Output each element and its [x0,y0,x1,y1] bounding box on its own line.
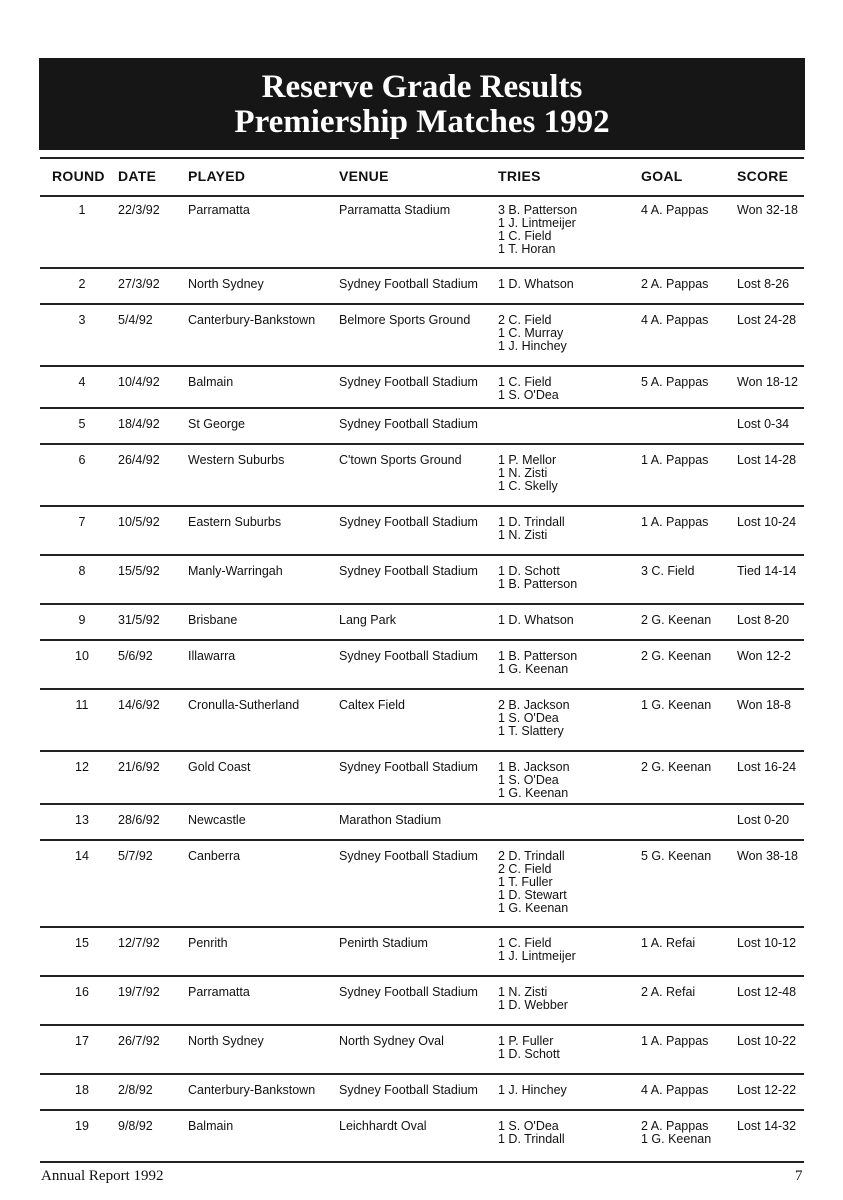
match-score: Lost 0-20 [737,813,790,827]
tries-list [498,278,574,291]
goal-kicker: 2 A. Refai [641,985,696,999]
venue: Belmore Sports Ground [339,313,471,327]
goals-list [641,650,711,663]
tries-list [498,516,565,542]
try-scorer: 1 T. Slattery [498,724,564,738]
venue: Sydney Football Stadium [339,515,478,529]
opponent: Western Suburbs [188,453,285,467]
goals-list [641,516,708,529]
venue: Sydney Football Stadium [339,417,478,431]
goal-kicker: 3 C. Field [641,564,695,578]
goals-list [641,614,711,627]
try-scorer: 1 D. Stewart [498,888,567,902]
venue: Marathon Stadium [339,813,442,827]
goals-list [641,1120,711,1146]
column-header-round: ROUND [52,168,105,184]
page-number: 7 [795,1168,803,1184]
try-scorer: 1 S. O'Dea [498,773,559,787]
match-date: 2/8/92 [118,1083,153,1097]
round-number: 2 [78,277,86,291]
round-number: 8 [78,564,86,578]
goal-kicker: 1 A. Refai [641,936,696,950]
goal-kicker: 1 A. Pappas [641,453,709,467]
match-score: Lost 24-28 [737,313,797,327]
match-date: 27/3/92 [118,277,160,291]
venue: Lang Park [339,613,396,627]
opponent: Canberra [188,849,241,863]
match-score: Won 38-18 [737,849,798,863]
table-row [40,641,804,690]
opponent: North Sydney [188,277,264,291]
match-date: 28/6/92 [118,813,160,827]
match-score: Lost 0-34 [737,417,790,431]
opponent: Manly-Warringah [188,564,283,578]
try-scorer: 3 B. Patterson [498,203,578,217]
table-row [40,977,804,1026]
opponent: Penrith [188,936,228,950]
try-scorer: 1 D. Schott [498,1047,560,1061]
match-date: 21/6/92 [118,760,160,774]
opponent: Eastern Suburbs [188,515,282,529]
try-scorer: 1 D. Trindall [498,1132,565,1146]
venue: Sydney Football Stadium [339,1083,478,1097]
opponent: Brisbane [188,613,238,627]
tries-list [498,850,568,915]
opponent: Gold Coast [188,760,251,774]
round-number: 14 [75,849,89,863]
venue: Sydney Football Stadium [339,985,478,999]
column-header-goal: GOAL [641,168,683,184]
venue: North Sydney Oval [339,1034,444,1048]
opponent: Parramatta [188,203,250,217]
try-scorer: 1 D. Schott [498,564,560,578]
tries-list [498,650,577,676]
venue: Sydney Football Stadium [339,849,478,863]
match-score: Lost 14-28 [737,453,797,467]
round-number: 18 [75,1083,89,1097]
opponent: Cronulla-Sutherland [188,698,300,712]
goals-list [641,850,711,863]
goals-list [641,761,711,774]
try-scorer: 1 T. Horan [498,242,556,256]
try-scorer: 1 P. Mellor [498,453,557,467]
tries-list [498,614,574,627]
match-score: Lost 10-24 [737,515,797,529]
try-scorer: 1 J. Lintmeijer [498,949,576,963]
goal-kicker: 2 G. Keenan [641,760,712,774]
try-scorer: 1 D. Webber [498,998,568,1012]
try-scorer: 1 G. Keenan [498,901,569,915]
try-scorer: 1 C. Field [498,229,552,243]
tries-list [498,454,558,493]
match-date: 9/8/92 [118,1119,153,1133]
goals-list [641,278,708,291]
tries-list [498,761,570,800]
match-date: 22/3/92 [118,203,160,217]
try-scorer: 1 S. O'Dea [498,1119,559,1133]
match-score: Lost 10-12 [737,936,797,950]
match-score: Won 12-2 [737,649,791,663]
column-header-date: DATE [118,168,157,184]
try-scorer: 1 B. Jackson [498,760,570,774]
round-number: 13 [75,813,89,827]
goal-kicker: 2 G. Keenan [641,649,712,663]
goals-list [641,937,695,950]
venue: Parramatta Stadium [339,203,451,217]
goal-kicker: 4 A. Pappas [641,313,709,327]
match-score: Lost 10-22 [737,1034,797,1048]
goal-kicker: 5 A. Pappas [641,375,709,389]
match-date: 31/5/92 [118,613,160,627]
goal-kicker: 4 A. Pappas [641,1083,709,1097]
goal-kicker: 4 A. Pappas [641,203,709,217]
match-date: 19/7/92 [118,985,160,999]
tries-list [498,314,567,353]
venue: Caltex Field [339,698,405,712]
try-scorer: 2 C. Field [498,862,552,876]
table-row [40,1111,804,1163]
match-date: 12/7/92 [118,936,160,950]
try-scorer: 2 C. Field [498,313,552,327]
try-scorer: 1 S. O'Dea [498,388,559,402]
match-score: Lost 12-22 [737,1083,797,1097]
goal-kicker: 1 G. Keenan [641,1132,712,1146]
match-date: 26/7/92 [118,1034,160,1048]
title-line-1: Reserve Grade Results [261,69,583,105]
round-number: 4 [78,375,86,389]
round-number: 15 [75,936,89,950]
try-scorer: 1 P. Fuller [498,1034,554,1048]
venue: C'town Sports Ground [339,453,462,467]
try-scorer: 2 D. Trindall [498,849,565,863]
table-row [40,1026,804,1075]
match-date: 26/4/92 [118,453,160,467]
goals-list [641,454,708,467]
goals-list [641,314,708,327]
table-row [40,305,804,367]
round-number: 1 [78,203,86,217]
goal-kicker: 1 A. Pappas [641,1034,709,1048]
match-score: Lost 12-48 [737,985,797,999]
opponent: Balmain [188,375,234,389]
match-date: 10/5/92 [118,515,160,529]
round-number: 6 [78,453,86,467]
goal-kicker: 1 G. Keenan [641,698,712,712]
tries-list [498,699,570,738]
tries-list [498,937,576,963]
venue: Sydney Football Stadium [339,760,478,774]
try-scorer: 2 B. Jackson [498,698,570,712]
table-row [40,605,804,641]
goal-kicker: 2 G. Keenan [641,613,712,627]
goal-kicker: 2 A. Pappas [641,277,709,291]
table-row [40,556,804,605]
try-scorer: 1 C. Skelly [498,479,558,493]
tries-list [498,986,568,1012]
column-header-played: PLAYED [188,168,246,184]
tries-list [498,204,577,256]
venue: Leichhardt Oval [339,1119,427,1133]
try-scorer: 1 B. Patterson [498,649,578,663]
round-number: 12 [75,760,89,774]
column-header-venue: VENUE [339,168,389,184]
results-table [40,195,804,1163]
opponent: Illawarra [188,649,236,663]
title-banner [39,58,805,150]
venue: Sydney Football Stadium [339,277,478,291]
footer-report-title: Annual Report 1992 [41,1168,164,1184]
goal-kicker: 5 G. Keenan [641,849,712,863]
round-number: 16 [75,985,89,999]
goal-kicker: 2 A. Pappas [641,1119,709,1133]
try-scorer: 1 B. Patterson [498,577,578,591]
venue: Sydney Football Stadium [339,649,478,663]
match-score: Lost 16-24 [737,760,797,774]
try-scorer: 1 J. Hinchey [498,339,567,353]
try-scorer: 1 C. Murray [498,326,564,340]
goals-list [641,376,708,389]
table-row [40,805,804,841]
match-date: 5/6/92 [118,649,153,663]
match-score: Lost 8-26 [737,277,790,291]
match-date: 5/7/92 [118,849,153,863]
round-number: 7 [78,515,86,529]
venue: Penirth Stadium [339,936,428,950]
try-scorer: 1 C. Field [498,936,552,950]
table-row [40,409,804,445]
opponent: Parramatta [188,985,250,999]
goals-list [641,986,695,999]
tries-list [498,565,577,591]
try-scorer: 1 C. Field [498,375,552,389]
match-date: 18/4/92 [118,417,160,431]
opponent: Balmain [188,1119,234,1133]
goals-list [641,204,708,217]
round-number: 10 [75,649,89,663]
round-number: 3 [78,313,86,327]
try-scorer: 1 N. Zisti [498,985,548,999]
tries-list [498,376,559,402]
tries-list [498,1120,565,1146]
match-score: Lost 8-20 [737,613,790,627]
opponent: Newcastle [188,813,246,827]
table-row [40,1075,804,1111]
opponent: Canterbury-Bankstown [188,313,316,327]
round-number: 19 [75,1119,89,1133]
match-score: Tied 14-14 [737,564,797,578]
opponent: North Sydney [188,1034,264,1048]
opponent: St George [188,417,245,431]
table-row [40,928,804,977]
try-scorer: 1 D. Whatson [498,277,574,291]
table-row [40,752,804,805]
try-scorer: 1 N. Zisti [498,528,548,542]
tries-list [498,1035,560,1061]
round-number: 11 [75,698,89,712]
opponent: Canterbury-Bankstown [188,1083,316,1097]
goals-list [641,1035,708,1048]
goals-list [641,565,695,578]
tries-list [498,1084,567,1097]
try-scorer: 1 G. Keenan [498,786,569,800]
round-number: 9 [78,613,86,627]
match-score: Won 18-8 [737,698,791,712]
match-date: 14/6/92 [118,698,160,712]
try-scorer: 1 J. Lintmeijer [498,216,576,230]
match-date: 10/4/92 [118,375,160,389]
table-row [40,507,804,556]
venue: Sydney Football Stadium [339,375,478,389]
table-header [40,157,804,197]
title-line-2: Premiership Matches 1992 [234,104,610,140]
match-date: 5/4/92 [118,313,153,327]
column-header-tries: TRIES [498,168,541,184]
try-scorer: 1 S. O'Dea [498,711,559,725]
round-number: 17 [75,1034,89,1048]
match-score: Won 32-18 [737,203,798,217]
table-row [40,690,804,752]
goals-list [641,1084,708,1097]
table-row [40,841,804,928]
try-scorer: 1 J. Hinchey [498,1083,567,1097]
try-scorer: 1 D. Whatson [498,613,574,627]
try-scorer: 1 N. Zisti [498,466,548,480]
match-date: 15/5/92 [118,564,160,578]
table-row [40,269,804,305]
match-score: Won 18-12 [737,375,798,389]
try-scorer: 1 D. Trindall [498,515,565,529]
try-scorer: 1 G. Keenan [498,662,569,676]
table-row [40,445,804,507]
try-scorer: 1 T. Fuller [498,875,553,889]
table-row [40,367,804,409]
match-score: Lost 14-32 [737,1119,797,1133]
column-header-score: SCORE [737,168,789,184]
goal-kicker: 1 A. Pappas [641,515,709,529]
table-row [40,195,804,269]
venue: Sydney Football Stadium [339,564,478,578]
goals-list [641,699,711,712]
round-number: 5 [78,417,86,431]
